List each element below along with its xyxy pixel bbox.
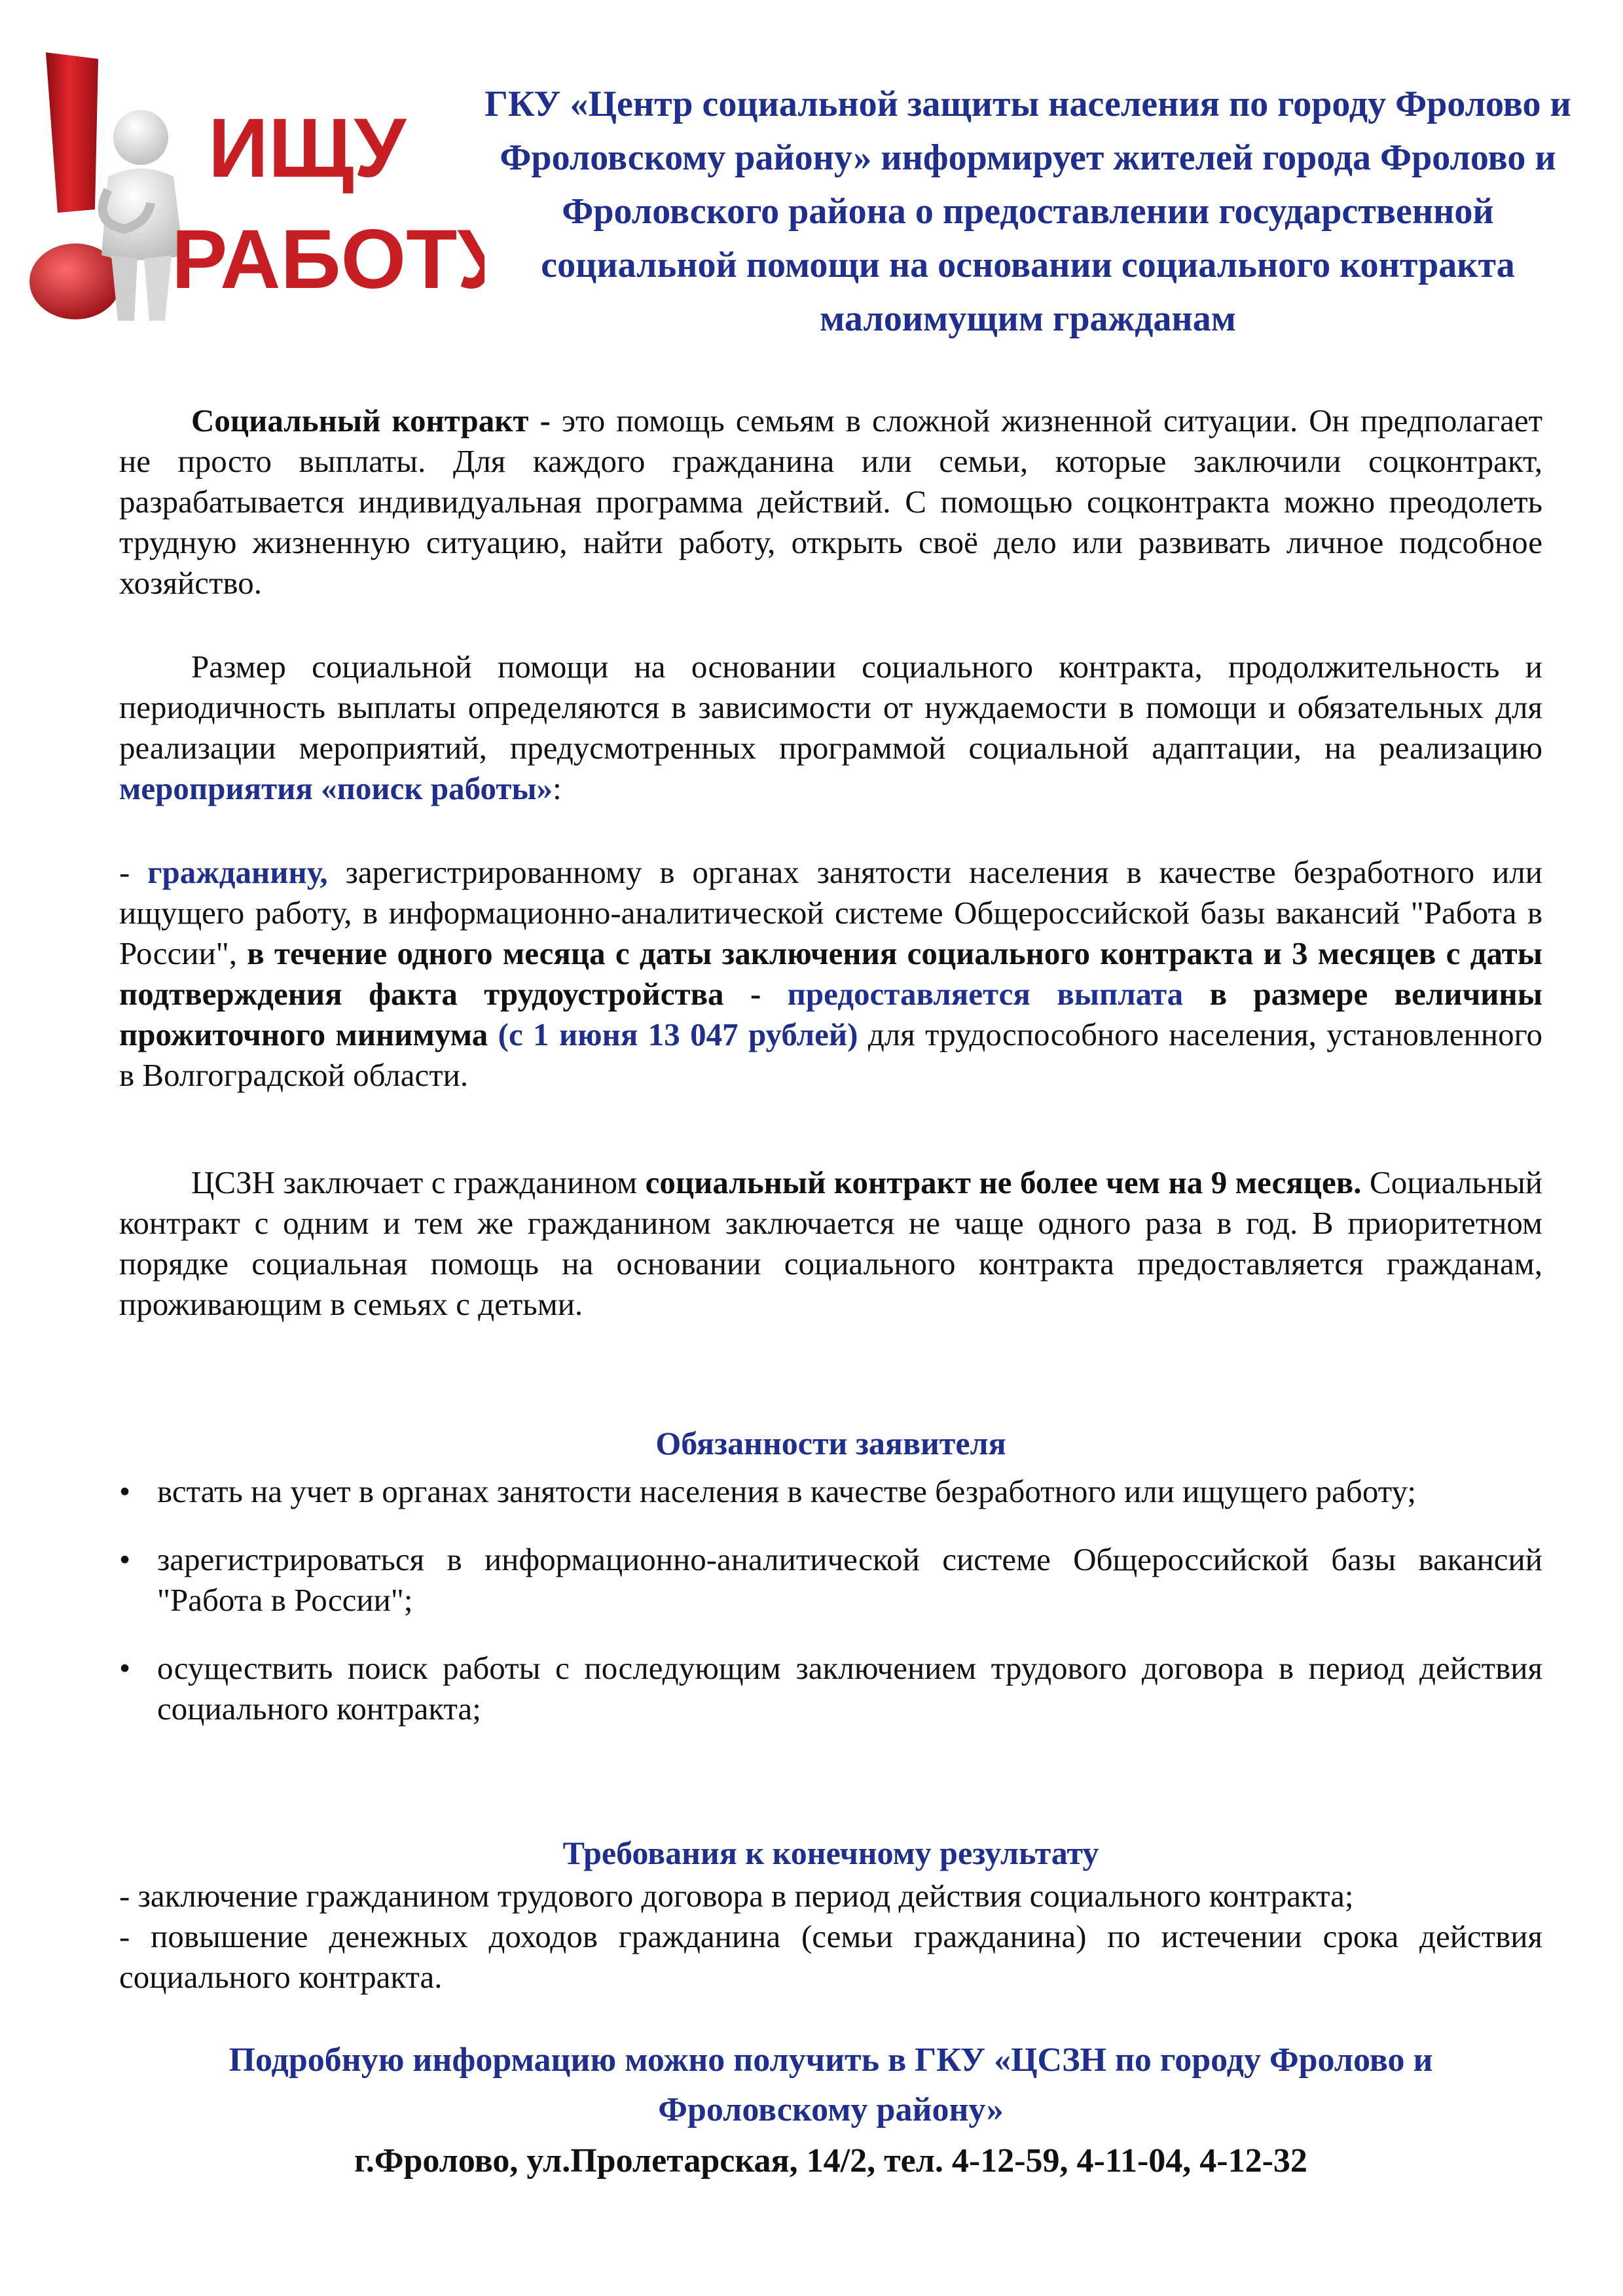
logo-line1: ИЩУ (208, 101, 407, 195)
exclamation-bar-icon (46, 52, 98, 213)
requirement-line-1: - заключение гражданином трудового договора в период действия социального контракта; (119, 1878, 1354, 1914)
citizen-dash: - (119, 854, 148, 890)
citizen-bold-1: в течение одного месяца с даты заключения социального контракта и 3 месяцев с даты подтверждения факта трудоустройства - (119, 935, 1542, 1012)
job-search-logo-graphic (0, 39, 484, 327)
duty-text: встать на учет в органах занятости населения в качестве безработного или ищущего работу; (157, 1473, 1416, 1509)
requirements-title: Требования к конечному результату (562, 1835, 1099, 1871)
contract-text-2: Социальный контракт с одним и тем же гражданином заключается не чаще одного раза в год. В приоритетном порядке социальная помощь на основании социального контракта предоставляется гражданам, проживающим в семьях с детьми. (119, 1164, 1542, 1322)
bullet-icon: • (119, 1650, 131, 1686)
duty-text: осуществить поиск работы с последующим заключением трудового договора в период действия социального контракта; (157, 1650, 1542, 1727)
footer-address: г.Фролово, ул.Пролетарская, 14/2, тел. 4-12-59, 4-11-04, 4-12-32 (354, 2142, 1307, 2179)
size-paragraph (119, 647, 1542, 809)
citizen-who: гражданину, (147, 854, 328, 890)
citizen-bold-2: в размере величины прожиточного минимума (119, 976, 1542, 1052)
duty-text: зарегистрироваться в информационно-аналитической системе Общероссийской базы вакансий "Работа в России"; (157, 1541, 1542, 1618)
citizen-paragraph (119, 852, 1542, 1096)
intro-term: Социальный контракт - (191, 403, 551, 439)
duties-title: Обязанности заявителя (655, 1425, 1006, 1462)
bullet-icon: • (119, 1541, 131, 1577)
header-title: ГКУ «Центр социальной защиты населения по городу Фролово и Фроловскому району» информирует жителей города Фролово и Фроловского района о предоставлении государственной социальной помощи на основании социального контракта малоимущим гражданам (484, 84, 1571, 339)
job-search-logo (0, 39, 484, 327)
requirement-line-2: - повышение денежных доходов гражданина (семьи гражданина) по истечении срока действия социального контракта. (119, 1918, 1542, 1995)
logo-line2: РАБОТУ (172, 213, 484, 306)
intro-text: это помощь семьям в сложной жизненной ситуации. Он предполагает не просто выплаты. Для каждого гражданина или семьи, которые заключили соцконтракт, разрабатывается индивидуальная программа действий. С помощью соцконтракта можно преодолеть трудную жизненную ситуацию, найти работу, открыть своё дело или развивать личное подсобное хозяйство. (119, 403, 1542, 601)
list-item (119, 1539, 1542, 1621)
contract-text-1: ЦСЗН заключает с гражданином (191, 1164, 646, 1200)
size-text: Размер социальной помощи на основании социального контракта, продолжительность и периодичность выплаты определяются в зависимости от нуждаемости в помощи и обязательных для реализации мероприятий, предусмотренных программой социальной адаптации, на реализацию (119, 649, 1542, 766)
citizen-text-2: для трудоспособного населения, установленного в Волгоградской области. (119, 1016, 1542, 1093)
citizen-payment: предоставляется выплата (787, 976, 1184, 1012)
duties-list (119, 1471, 1542, 1757)
intro-paragraph (119, 401, 1542, 603)
size-tail: : (553, 770, 562, 806)
size-highlight: мероприятия «поиск работы» (119, 770, 553, 806)
citizen-amount: (с 1 июня 13 047 рублей) (498, 1016, 858, 1052)
citizen-text-1: зарегистрированному в органах занятости населения в качестве безработного или ищущего работу, в информационно-аналитической системе Общероссийской базы вакансий "Работа в России", (119, 854, 1542, 971)
bullet-icon: • (119, 1473, 131, 1509)
list-item (119, 1648, 1542, 1729)
footer-info: Подробную информацию можно получить в ГКУ «ЦСЗН по городу Фролово и Фроловскому району» (228, 2041, 1433, 2128)
contract-bold: социальный контракт не более чем на 9 месяцев. (645, 1164, 1362, 1200)
contract-paragraph (119, 1162, 1542, 1325)
list-item (119, 1471, 1542, 1512)
